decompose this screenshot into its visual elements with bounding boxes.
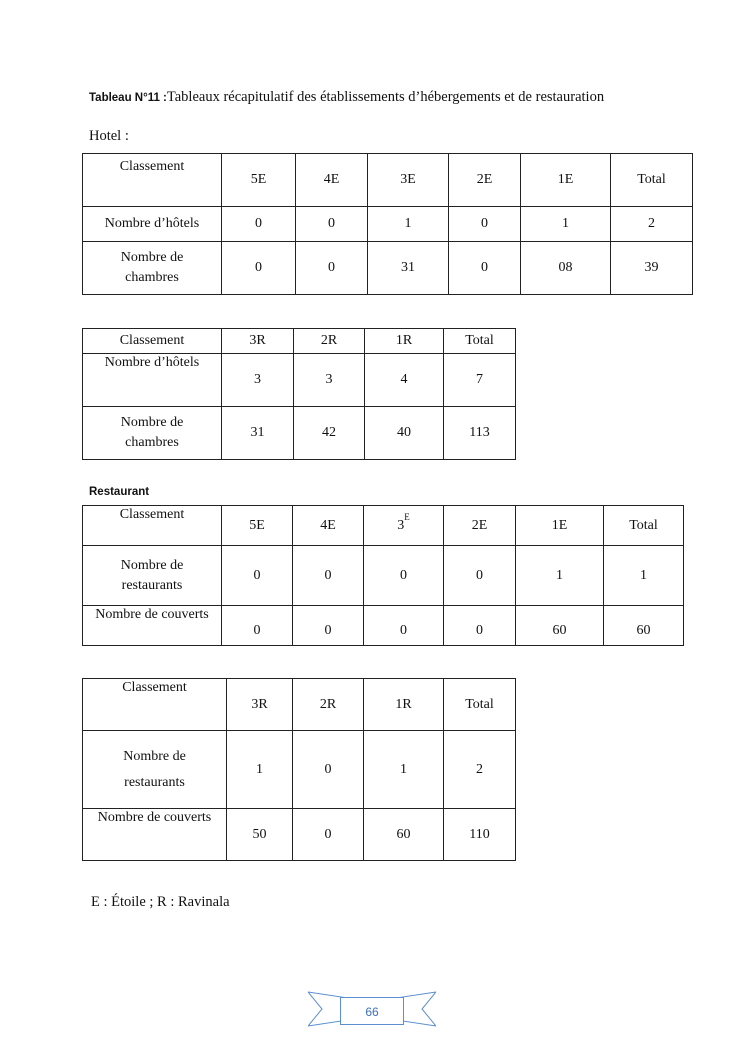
table-cell: 0 — [293, 546, 364, 606]
row-label: Nombre d’hôtels — [83, 354, 222, 407]
table-cell: 0 — [296, 207, 368, 242]
legend: E : Étoile ; R : Ravinala — [91, 894, 230, 910]
table-row — [83, 242, 693, 295]
table-cell: 0 — [449, 207, 521, 242]
row-label: Nombre de couverts — [83, 606, 222, 646]
header-cell: Classement — [83, 329, 222, 354]
header-cell: 2E — [449, 154, 521, 207]
table-cell: 1 — [227, 731, 293, 809]
table-cell: 40 — [365, 407, 444, 460]
table-cell: 60 — [604, 606, 684, 646]
table-cell: 0 — [364, 606, 444, 646]
superscript: E — [404, 511, 410, 522]
row-label: Nombre d’hôtels — [83, 207, 222, 242]
hotel-ravinala-table — [82, 328, 516, 460]
header-cell — [364, 506, 444, 546]
table-cell: 31 — [222, 407, 294, 460]
table-header-row — [83, 679, 516, 731]
header-cell: 2R — [294, 329, 365, 354]
table-cell: 3 — [222, 354, 294, 407]
table-cell: 39 — [611, 242, 693, 295]
header-cell: Classement — [83, 679, 227, 731]
row-label: Nombre de chambres — [83, 407, 222, 460]
table-header-row — [83, 329, 516, 354]
header-cell: Total — [604, 506, 684, 546]
table-cell: 110 — [444, 809, 516, 861]
row-label: Nombre de restaurants — [83, 731, 227, 809]
table-row — [83, 407, 516, 460]
header-cell: 5E — [222, 154, 296, 207]
header-cell: Total — [444, 679, 516, 731]
table-cell: 0 — [222, 242, 296, 295]
table-cell: 113 — [444, 407, 516, 460]
table-row — [83, 207, 693, 242]
table-cell: 3 — [294, 354, 365, 407]
header-cell: 3R — [222, 329, 294, 354]
header-cell: 4E — [293, 506, 364, 546]
table-caption — [89, 89, 604, 106]
header-cell: 4E — [296, 154, 368, 207]
table-cell: 1 — [364, 731, 444, 809]
table-cell: 1 — [516, 546, 604, 606]
header-cell: Classement — [83, 154, 222, 207]
table-header-row — [83, 154, 693, 207]
table-cell: 08 — [521, 242, 611, 295]
row-label: Nombre de chambres — [83, 242, 222, 295]
header-cell: 1E — [521, 154, 611, 207]
row-label: Nombre de restaurants — [83, 546, 222, 606]
row-label: Nombre de couverts — [83, 809, 227, 861]
hotel-section-title: Hotel : — [89, 128, 129, 144]
restaurant-ravinala-table — [82, 678, 516, 861]
table-cell: 4 — [365, 354, 444, 407]
table-cell: 0 — [364, 546, 444, 606]
caption-label: Tableau N°11 : — [89, 92, 167, 104]
restaurant-section-title: Restaurant — [89, 486, 150, 498]
header-cell-text: 3 — [397, 517, 405, 533]
table-cell: 1 — [521, 207, 611, 242]
header-cell: 3E — [368, 154, 449, 207]
table-cell: 60 — [516, 606, 604, 646]
table-row — [83, 546, 684, 606]
table-cell: 0 — [444, 606, 516, 646]
table-cell: 1 — [368, 207, 449, 242]
table-cell: 0 — [449, 242, 521, 295]
header-cell: 2R — [293, 679, 364, 731]
table-cell: 60 — [364, 809, 444, 861]
header-cell: 1E — [516, 506, 604, 546]
hotel-stars-table — [82, 153, 693, 295]
header-cell: Total — [444, 329, 516, 354]
table-cell: 0 — [222, 546, 293, 606]
table-cell: 0 — [293, 731, 364, 809]
table-cell: 2 — [611, 207, 693, 242]
table-row — [83, 606, 684, 646]
table-row — [83, 354, 516, 407]
table-cell: 0 — [222, 606, 293, 646]
table-cell: 50 — [227, 809, 293, 861]
header-cell: 1R — [364, 679, 444, 731]
table-row — [83, 809, 516, 861]
header-cell: Classement — [83, 506, 222, 546]
table-cell: 1 — [604, 546, 684, 606]
header-cell: 1R — [365, 329, 444, 354]
table-cell: 0 — [293, 606, 364, 646]
table-cell: 0 — [222, 207, 296, 242]
header-cell: 5E — [222, 506, 293, 546]
header-cell: 3R — [227, 679, 293, 731]
header-cell: Total — [611, 154, 693, 207]
restaurant-stars-table — [82, 505, 684, 646]
table-cell: 0 — [296, 242, 368, 295]
table-cell: 0 — [444, 546, 516, 606]
table-cell: 42 — [294, 407, 365, 460]
table-row — [83, 731, 516, 809]
page-number: 66 — [340, 997, 404, 1025]
table-cell: 2 — [444, 731, 516, 809]
table-header-row — [83, 506, 684, 546]
header-cell: 2E — [444, 506, 516, 546]
table-cell: 7 — [444, 354, 516, 407]
caption-text: Tableaux récapitulatif des établissements d’hébergements et de restauration — [166, 89, 605, 105]
table-cell: 0 — [293, 809, 364, 861]
table-cell: 31 — [368, 242, 449, 295]
